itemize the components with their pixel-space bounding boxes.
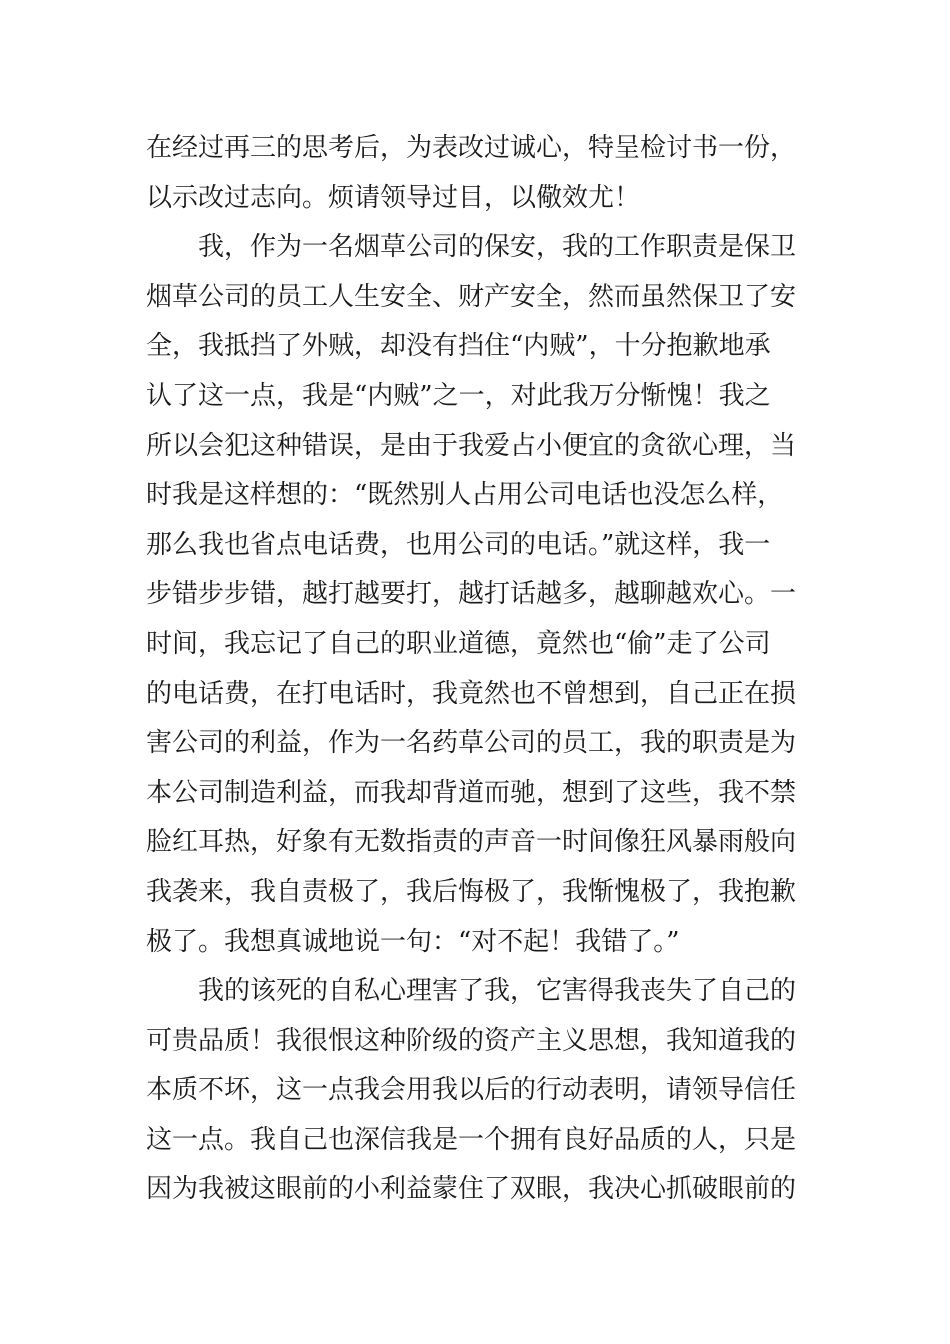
text-line: 因为我被这眼前的小利益蒙住了双眼，我决心抓破眼前的 (146, 1174, 797, 1205)
text-line: 全，我抵挡了外贼，却没有挡住“内贼”，十分抱歉地承 (146, 331, 771, 362)
text-line: 在经过再三的思考后，为表改过诚心，特呈检讨书一份， (146, 133, 797, 163)
text-line: 时我是这样想的：“既然别人占用公司电话也没怎么样， (146, 480, 784, 511)
text-line: 极了。我想真诚地说一句：“对不起！我错了。” (146, 926, 680, 957)
text-line: 本质不坏，这一点我会用我以后的行动表明，请领导信任 (146, 1075, 797, 1106)
text-line: 时间，我忘记了自己的职业道德，竟然也“偷”走了公司 (146, 628, 771, 659)
paragraph-start-line: 我的该死的自私心理害了我，它害得我丧失了自己的 (198, 976, 797, 1007)
text-line: 我袭来，我自责极了，我后悔极了，我惭愧极了，我抱歉 (146, 876, 797, 907)
text-line: 以示改过志向。烦请领导过目，以儆效尤！ (146, 182, 641, 213)
text-line: 这一点。我自己也深信我是一个拥有良好品质的人，只是 (146, 1124, 797, 1155)
text-line: 脸红耳热，好象有无数指责的声音一时间像狂风暴雨般向 (146, 827, 797, 858)
text-line: 烟草公司的员工人生安全、财产安全，然而虽然保卫了安 (146, 281, 797, 312)
text-line: 本公司制造利益，而我却背道而驰，想到了这些，我不禁 (146, 777, 797, 808)
text-line: 害公司的利益，作为一名药草公司的员工，我的职责是为 (146, 728, 797, 759)
text-line: 所以会犯这种错误，是由于我爱占小便宜的贪欲心理，当 (146, 430, 797, 461)
text-line: 可贵品质！我很恨这种阶级的资产主义思想，我知道我的 (146, 1025, 797, 1056)
document-body (146, 124, 806, 1215)
text-line: 认了这一点，我是“内贼”之一，对此我万分惭愧！我之 (146, 380, 771, 411)
text-line: 那么我也省点电话费，也用公司的电话。”就这样，我一 (146, 529, 771, 560)
text-line: 步错步步错，越打越要打，越打话越多，越聊越欢心。一 (146, 579, 797, 610)
text-line: 的电话费，在打电话时，我竟然也不曾想到，自己正在损 (146, 678, 797, 709)
paragraph-start-line: 我，作为一名烟草公司的保安，我的工作职责是保卫 (198, 232, 797, 263)
